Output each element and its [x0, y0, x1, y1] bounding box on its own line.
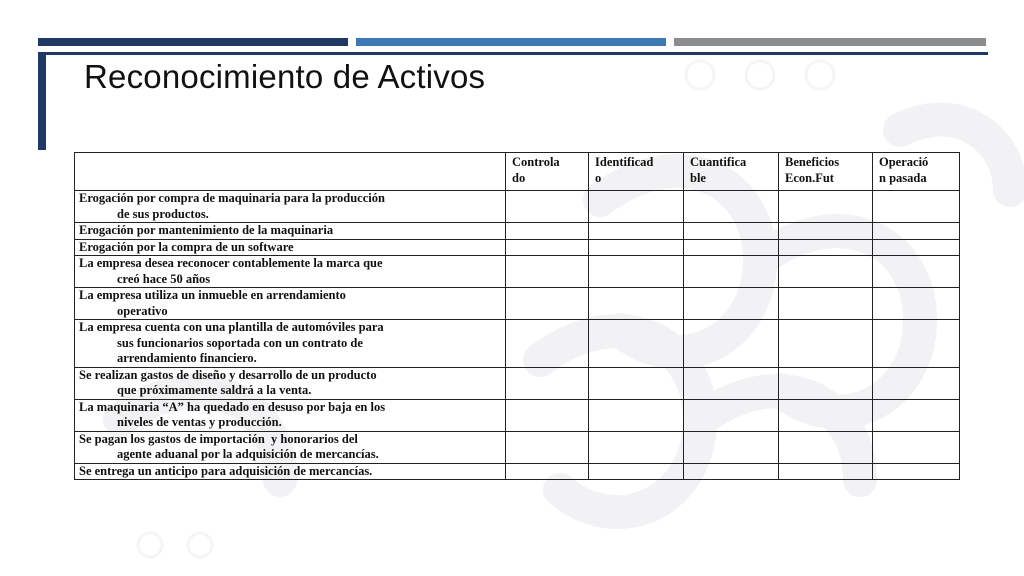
table-row: [75, 288, 960, 320]
empty-check-cell: [779, 367, 873, 399]
column-header: Identificad o: [589, 153, 684, 191]
empty-check-cell: [684, 223, 779, 240]
empty-check-cell: [684, 256, 779, 288]
row-description: Erogación por compra de maquinaria para la producción de sus productos.: [75, 191, 506, 223]
column-header: Cuantifica ble: [684, 153, 779, 191]
empty-check-cell: [779, 288, 873, 320]
column-header-description: [75, 153, 506, 191]
empty-check-cell: [873, 431, 960, 463]
empty-check-cell: [873, 223, 960, 240]
empty-check-cell: [589, 239, 684, 256]
slide-title: Reconocimiento de Activos: [84, 58, 486, 95]
empty-check-cell: [589, 431, 684, 463]
empty-check-cell: [589, 367, 684, 399]
table-row: [75, 463, 960, 480]
empty-check-cell: [873, 463, 960, 480]
empty-check-cell: [589, 463, 684, 480]
title-accent-bar: [38, 52, 46, 150]
empty-check-cell: [873, 239, 960, 256]
empty-check-cell: [873, 288, 960, 320]
empty-check-cell: [589, 256, 684, 288]
empty-check-cell: [684, 239, 779, 256]
table-row: [75, 320, 960, 368]
empty-check-cell: [779, 320, 873, 368]
header-rule: [38, 52, 988, 55]
empty-check-cell: [684, 431, 779, 463]
row-description: La maquinaria “A” ha quedado en desuso por baja en los niveles de ventas y producción.: [75, 399, 506, 431]
empty-check-cell: [506, 320, 589, 368]
empty-check-cell: [684, 367, 779, 399]
empty-check-cell: [779, 256, 873, 288]
table-row: [75, 399, 960, 431]
empty-check-cell: [589, 191, 684, 223]
row-description: Se pagan los gastos de importación y honorarios del agente aduanal por la adquisición de mercancías.: [75, 431, 506, 463]
empty-check-cell: [506, 239, 589, 256]
header-bar-gray: [674, 38, 986, 46]
empty-check-cell: [589, 223, 684, 240]
empty-check-cell: [779, 223, 873, 240]
column-header: Operació n pasada: [873, 153, 960, 191]
empty-check-cell: [506, 223, 589, 240]
row-description: La empresa cuenta con una plantilla de automóviles para sus funcionarios soportada con un contrato de arrendamiento financiero.: [75, 320, 506, 368]
empty-check-cell: [873, 399, 960, 431]
empty-check-cell: [779, 191, 873, 223]
row-description: Erogación por la compra de un software: [75, 239, 506, 256]
empty-check-cell: [873, 256, 960, 288]
empty-check-cell: [506, 431, 589, 463]
table-row: [75, 431, 960, 463]
empty-check-cell: [873, 320, 960, 368]
empty-check-cell: [589, 320, 684, 368]
empty-check-cell: [684, 463, 779, 480]
empty-check-cell: [589, 288, 684, 320]
row-description: Se realizan gastos de diseño y desarrollo de un producto que próximamente saldrá a la venta.: [75, 367, 506, 399]
empty-check-cell: [506, 367, 589, 399]
table-header-row: [75, 153, 960, 191]
empty-check-cell: [779, 431, 873, 463]
empty-check-cell: [589, 399, 684, 431]
empty-check-cell: [779, 399, 873, 431]
table-row: [75, 239, 960, 256]
empty-check-cell: [684, 191, 779, 223]
empty-check-cell: [873, 191, 960, 223]
empty-check-cell: [684, 320, 779, 368]
assets-table: [74, 152, 960, 480]
empty-check-cell: [506, 399, 589, 431]
empty-check-cell: [873, 367, 960, 399]
row-description: La empresa desea reconocer contablemente la marca que creó hace 50 años: [75, 256, 506, 288]
column-header: Controla do: [506, 153, 589, 191]
header-bar-navy: [38, 38, 348, 46]
table-row: [75, 223, 960, 240]
empty-check-cell: [506, 288, 589, 320]
empty-check-cell: [684, 288, 779, 320]
row-description: Se entrega un anticipo para adquisición de mercancías.: [75, 463, 506, 480]
row-description: Erogación por mantenimiento de la maquinaria: [75, 223, 506, 240]
empty-check-cell: [506, 463, 589, 480]
empty-check-cell: [779, 463, 873, 480]
header-bar-blue: [356, 38, 666, 46]
empty-check-cell: [506, 256, 589, 288]
empty-check-cell: [506, 191, 589, 223]
empty-check-cell: [779, 239, 873, 256]
table-row: [75, 367, 960, 399]
table-body: [75, 191, 960, 480]
row-description: La empresa utiliza un inmueble en arrendamiento operativo: [75, 288, 506, 320]
empty-check-cell: [684, 399, 779, 431]
table-row: [75, 191, 960, 223]
table-row: [75, 256, 960, 288]
column-header: Beneficios Econ.Fut: [779, 153, 873, 191]
